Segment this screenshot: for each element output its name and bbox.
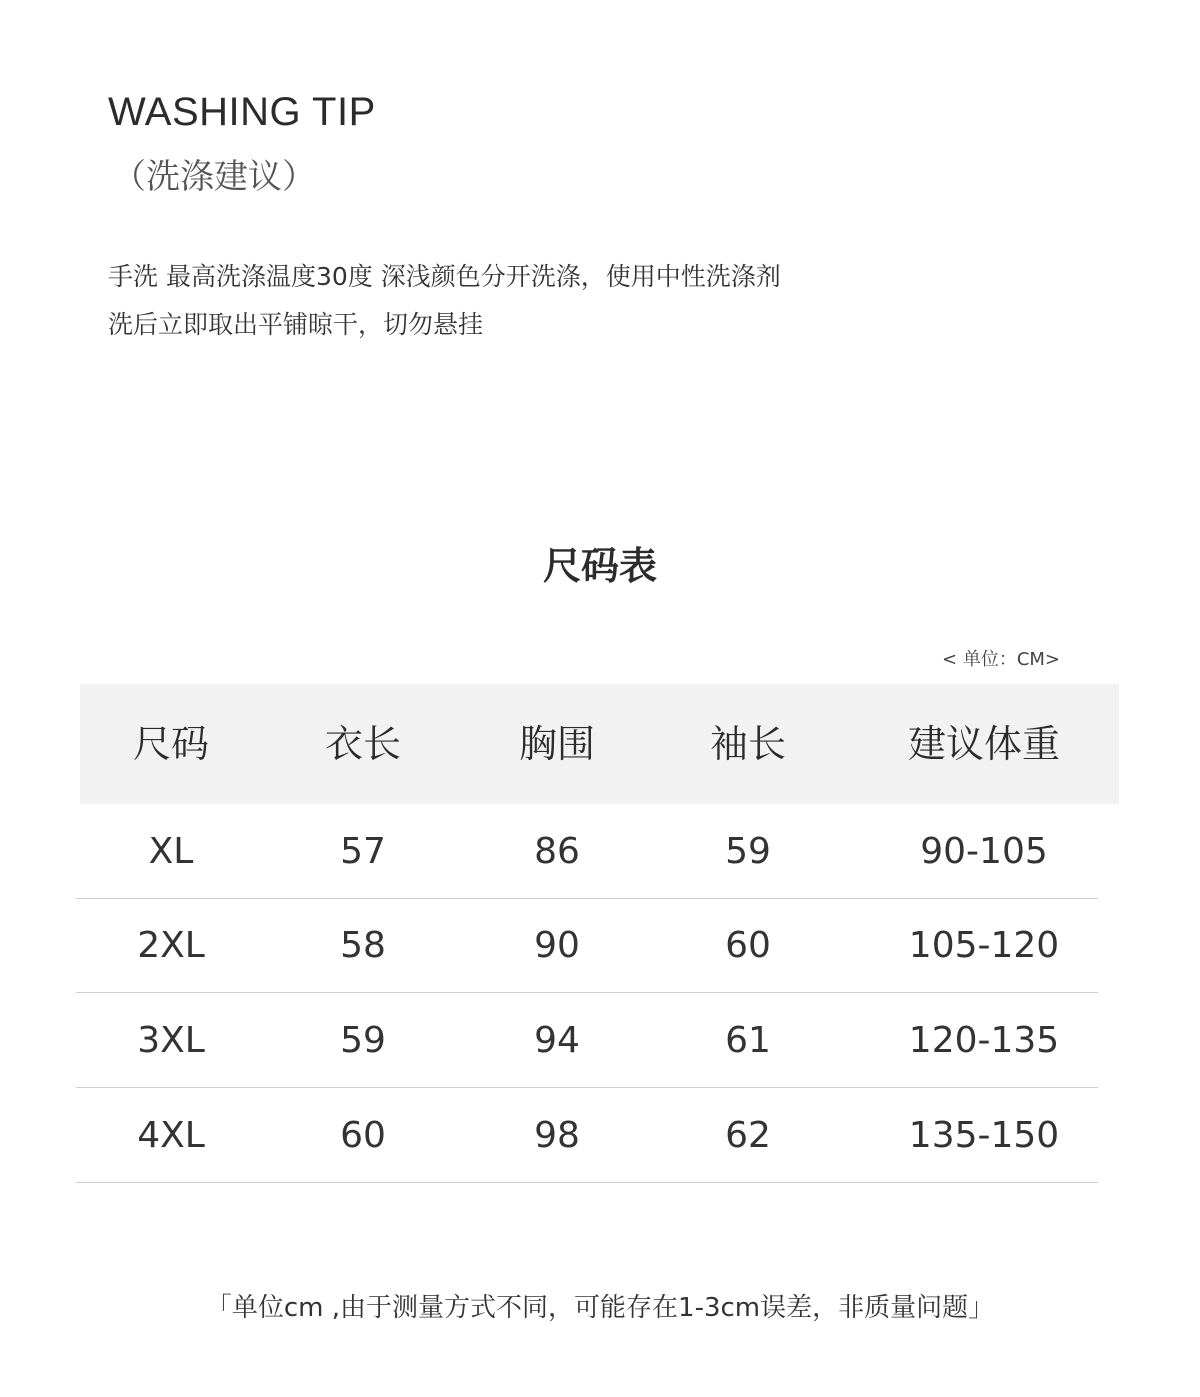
header-sleeve: 袖长 [709, 722, 787, 766]
cell-chest: 98 [534, 1115, 580, 1156]
cell-length: 59 [340, 1020, 386, 1061]
cell-weight: 90-105 [920, 831, 1048, 872]
washing-line: 洗后立即取出平铺晾干，切勿悬挂 [108, 310, 484, 339]
header-chest: 胸围 [518, 722, 596, 766]
washing-subtitle: （洗涤建议） [112, 157, 316, 197]
size-table-header [80, 684, 1119, 804]
cell-size: XL [148, 831, 194, 872]
cell-length: 60 [340, 1115, 386, 1156]
cell-sleeve: 59 [725, 831, 771, 872]
header-weight: 建议体重 [907, 722, 1061, 766]
washing-title: WASHING TIP [108, 90, 376, 134]
washing-instructions [108, 253, 781, 349]
unit-note: < 单位：CM> [942, 649, 1060, 670]
header-length: 衣长 [324, 722, 402, 766]
table-row [76, 898, 1098, 993]
cell-sleeve: 62 [725, 1115, 771, 1156]
cell-length: 58 [340, 925, 386, 966]
cell-size: 2XL [137, 925, 205, 966]
cell-weight: 120-135 [908, 1020, 1060, 1061]
cell-weight: 135-150 [908, 1115, 1060, 1156]
cell-size: 4XL [137, 1115, 205, 1156]
table-row [76, 804, 1098, 899]
size-table-title: 尺码表 [542, 544, 657, 588]
cell-size: 3XL [137, 1020, 205, 1061]
cell-length: 57 [340, 831, 386, 872]
table-row [76, 1088, 1098, 1183]
footnote: 「单位cm ,由于测量方式不同，可能存在1-3cm误差，非质量问题」 [205, 1293, 995, 1323]
cell-chest: 90 [534, 925, 580, 966]
table-row [76, 993, 1098, 1088]
cell-chest: 94 [534, 1020, 580, 1061]
cell-chest: 86 [534, 831, 580, 872]
cell-sleeve: 61 [725, 1020, 771, 1061]
header-size: 尺码 [132, 722, 210, 766]
cell-weight: 105-120 [908, 925, 1060, 966]
cell-sleeve: 60 [725, 925, 771, 966]
washing-line: 手洗 最高洗涤温度30度 深浅颜色分开洗涤，使用中性洗涤剂 [108, 262, 781, 291]
